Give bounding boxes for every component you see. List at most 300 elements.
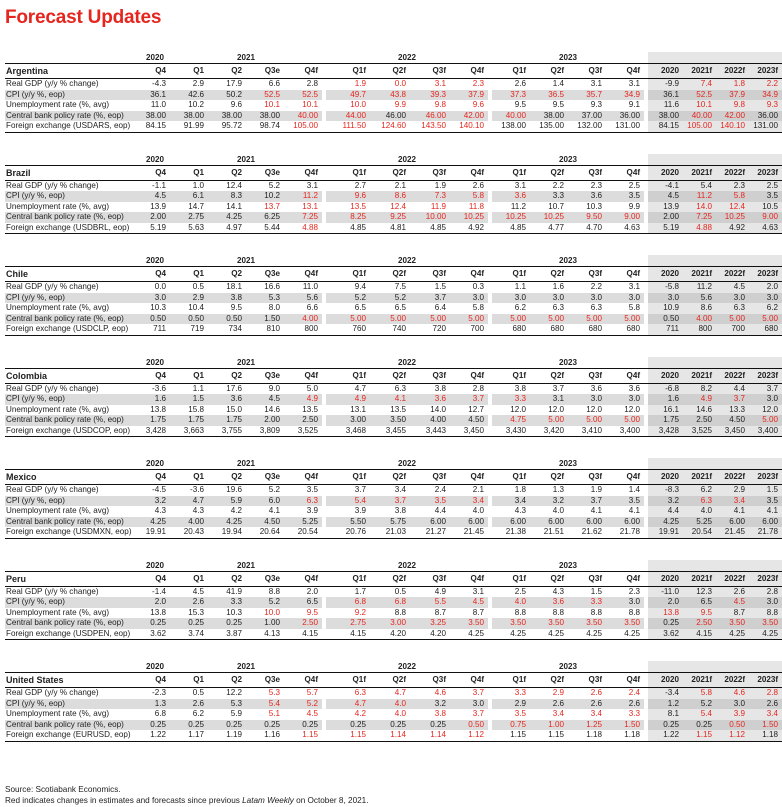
table-row [5,111,782,122]
data-cell: 19.6 [226,485,242,494]
row-label: CPI (y/y %, eop) [5,496,140,507]
data-cell: 1.19 [226,730,242,739]
data-cell: 4.2 [230,506,242,515]
data-cell: 680 [749,324,782,335]
table-row [5,90,782,101]
data-cell: 2.9 [192,79,204,88]
table-row [5,699,782,710]
data-cell: 2.6 [170,699,208,710]
data-cell: 1.5 [170,394,208,405]
data-cell: 3.4 [450,496,488,507]
table-row [5,426,782,437]
data-cell: 3.7 [568,496,606,507]
data-cell: 20.64 [259,527,280,536]
data-cell: 5.00 [530,314,568,325]
annual-header-spacer [648,357,782,369]
data-cell: 1.5 [434,282,447,291]
quarter-header: Q4f [304,573,319,583]
data-cell: 10.3 [586,201,603,211]
table-row [5,191,782,202]
data-cell: 50.2 [208,90,246,101]
year-header-row [5,661,782,673]
data-cell: 21.51 [543,527,565,536]
data-cell: 6.3 [590,303,603,312]
country-table-mexico [5,458,779,539]
data-cell: 3.50 [749,618,782,629]
table-row [5,202,782,213]
data-cell: 38.00 [648,111,683,122]
data-cell: 1.00 [530,720,568,731]
country-table-peru [5,560,779,641]
data-cell: 37.9 [716,90,749,101]
table-row [5,618,782,629]
data-cell: 1.8 [716,79,749,90]
quarter-header: Q3f [432,66,447,75]
publication-name: Latam Weekly [242,796,294,805]
data-cell: 4.4 [434,506,447,515]
data-cell: 2.6 [590,688,603,697]
data-cell: 12.3 [683,586,716,597]
data-cell: 6.2 [683,485,716,496]
data-cell: 138.00 [501,121,527,130]
data-cell: 3.9 [716,709,749,720]
data-cell: 21.45 [716,527,749,538]
data-cell: 131.00 [749,121,782,132]
data-cell: 10.25 [492,212,530,223]
quarter-header: Q3e [264,573,280,583]
data-cell: 14.6 [264,404,280,414]
data-cell: 2.1 [472,485,485,494]
data-cell: 5.2 [683,699,716,710]
data-cell: 4.25 [624,628,641,638]
data-cell: 6.3 [552,303,565,312]
data-cell: 2.9 [716,485,749,496]
data-cell: 7.25 [284,212,322,223]
data-cell: 10.0 [350,100,367,109]
quarter-header: Q1f [512,675,527,684]
data-cell: 3,400 [749,426,782,437]
data-cell: 3,428 [145,425,166,435]
data-cell: 2.5 [628,180,641,190]
data-cell: 3.1 [472,586,485,596]
quarter-header: Q4f [470,370,485,380]
data-cell: 9.8 [716,100,749,111]
data-cell: -3.4 [648,688,683,699]
quarter-header: Q2f [392,269,407,278]
annual-header: 2020 [648,64,683,79]
data-cell: 3.0 [749,293,782,304]
year-header-row [5,357,782,369]
data-cell: 0.25 [648,720,683,731]
table-row [5,527,782,538]
data-cell: 140.10 [716,121,749,132]
data-cell: 3,430 [505,425,527,435]
data-cell: 10.1 [264,100,280,109]
year-header: 2020 [145,459,164,468]
data-cell: 3.7 [552,383,565,393]
quarter-header: Q2 [231,66,242,75]
data-cell: 84.15 [145,121,166,130]
data-cell: 7.4 [683,79,716,90]
data-cell: 1.15 [683,730,716,741]
data-cell: 3.9 [354,506,367,515]
data-cell: 6.5 [354,303,367,312]
row-label: CPI (y/y %, eop) [5,191,140,202]
data-cell: 3.0 [450,293,488,304]
data-cell: 9.50 [568,212,606,223]
data-cell: 4.25 [648,517,683,528]
data-cell: 3.50 [606,618,644,629]
data-cell: 9.00 [749,212,782,223]
year-header: 2021 [237,459,256,468]
data-cell: 131.00 [615,121,641,130]
data-cell: -9.9 [648,79,683,90]
data-cell: 5.00 [370,314,410,325]
annual-header: 2023f [749,673,782,688]
data-cell: 3.1 [628,282,641,291]
data-cell: 4.25 [468,628,485,638]
data-cell: 9.4 [354,282,367,291]
row-label: Central bank policy rate (%, eop) [5,111,140,122]
data-cell: 14.0 [683,202,716,213]
data-cell: 14.7 [188,201,204,211]
data-cell: 0.3 [472,282,485,291]
data-cell: 3.7 [472,709,485,718]
data-cell: 3.1 [514,180,527,190]
data-cell: 5.2 [284,699,322,710]
data-cell: 3.2 [648,496,683,507]
data-cell: 4.5 [192,586,204,596]
quarter-header: Q2f [550,573,565,583]
data-cell: 3.50 [450,618,488,629]
data-cell: 13.9 [648,202,683,213]
data-cell: 3.3 [628,709,641,718]
table-row [5,720,782,731]
annual-header: 2023f [749,368,782,383]
data-cell: 2.4 [628,688,641,697]
data-cell: 3.62 [150,628,166,638]
data-cell: 4.5 [648,191,683,202]
data-cell: 4.88 [683,223,716,234]
annual-header: 2021f [683,64,716,79]
quarter-header: Q2 [231,167,242,177]
data-cell: 3.87 [226,628,242,638]
data-cell: 2.0 [306,586,319,596]
data-cell: 0.25 [140,618,170,629]
row-label: Unemployment rate (%, avg) [6,100,110,109]
annual-header: 2023f [749,165,782,180]
data-cell: 4.7 [170,496,208,507]
data-cell: 46.00 [370,111,410,122]
data-cell: 680 [550,324,565,333]
data-cell: 3.7 [716,394,749,405]
quarter-header: Q3f [588,573,603,583]
data-cell: 19.91 [145,527,166,536]
data-cell: 9.5 [552,100,565,109]
data-cell: 2.50 [284,415,322,426]
data-cell: 5.3 [208,699,246,710]
data-cell: -3.6 [152,383,166,393]
data-cell: 11.9 [430,201,447,211]
quarter-header: Q4f [470,573,485,583]
data-cell: 7.25 [683,212,716,223]
data-cell: 4.3 [154,506,166,515]
data-cell: 9.0 [268,383,280,393]
row-label: Real GDP (y/y % change) [6,79,99,88]
row-label: Real GDP (y/y % change) [6,383,99,393]
quarter-header: Q4 [155,370,166,380]
annual-header: 2021f [683,165,716,180]
data-cell: 5.3 [246,293,284,304]
data-cell: 6.4 [434,303,447,312]
data-cell: 3,428 [648,426,683,437]
data-cell: 8.0 [268,303,280,312]
data-cell: 3.74 [188,628,204,638]
data-cell: 3.8 [434,383,447,393]
data-cell: 3.3 [530,191,568,202]
data-cell: 124.60 [381,121,407,130]
quarter-header: Q4f [626,167,641,177]
year-header: 2022 [398,459,417,468]
data-cell: 10.9 [648,303,683,314]
row-label: Unemployment rate (%, avg) [6,506,110,515]
table-row [5,485,782,496]
data-cell: 8.1 [648,709,683,720]
data-cell: 3.3 [568,597,606,608]
quarter-header: Q1f [352,472,367,481]
row-label: Central bank policy rate (%, eop) [5,517,140,528]
data-cell: 39.3 [410,90,450,101]
data-cell: 1.9 [434,180,447,190]
row-label: Foreign exchange (USDARS, eop) [6,121,131,130]
data-cell: 5.25 [683,517,716,528]
row-label: Central bank policy rate (%, eop) [5,618,140,629]
data-cell: 1.18 [749,730,782,741]
data-cell: 16.1 [648,405,683,416]
data-cell: 16.6 [264,282,280,291]
data-cell: 3.7 [370,496,410,507]
data-cell: 1.22 [648,730,683,741]
data-cell: 3.4 [749,709,782,720]
data-cell: 1.12 [716,730,749,741]
data-cell: 111.50 [342,121,367,130]
data-cell: 9.9 [394,100,407,109]
data-cell: 0.50 [716,720,749,731]
annual-header: 2022f [716,368,749,383]
year-header: 2020 [145,256,164,265]
table-row [5,586,782,597]
data-cell: 6.25 [246,212,284,223]
data-cell: 4.15 [683,629,716,640]
quarter-header: Q3f [432,370,447,380]
data-cell: 14.0 [430,404,447,414]
data-cell: 5.50 [326,517,370,528]
data-cell: -4.3 [152,79,166,88]
year-header: 2023 [559,459,578,468]
year-header-spacer [5,154,140,166]
data-cell: 4.00 [683,314,716,325]
quarter-header: Q4 [155,66,166,75]
data-cell: 3.00 [370,618,410,629]
quarter-header: Q2 [231,573,242,583]
data-cell: 0.25 [246,720,284,731]
quarter-header: Q4 [155,573,166,583]
data-cell: 10.1 [683,100,716,111]
data-cell: 37.00 [568,111,606,122]
data-cell: 5.2 [246,597,284,608]
quarter-header: Q3f [432,167,447,177]
row-label: Central bank policy rate (%, eop) [5,212,140,223]
source-note: Source: Scotiabank Economics. [5,785,121,794]
data-cell: 2.8 [749,688,782,699]
data-cell: 2.6 [749,699,782,710]
data-cell: 3.6 [590,383,603,393]
data-cell: 6.00 [749,517,782,528]
data-cell: 9.5 [230,303,242,312]
data-cell: 7.5 [394,282,407,291]
data-cell: 9.1 [628,100,641,109]
page-title: Forecast Updates [5,7,162,28]
country-table-chile [5,255,779,336]
data-cell: 6.3 [683,496,716,507]
annual-header: 2020 [648,673,683,688]
data-cell: 1.17 [188,730,204,739]
data-cell: 9.5 [306,607,319,617]
quarter-header: Q1 [193,370,204,380]
data-cell: 5.00 [606,415,644,426]
data-cell: 760 [352,324,367,333]
data-cell: 0.25 [370,720,410,731]
data-cell: 10.3 [150,303,166,312]
annual-header: 2023f [749,267,782,282]
data-cell: 2.4 [434,485,447,494]
data-cell: 1.4 [628,485,641,494]
data-cell: 3,410 [581,425,603,435]
forecast-table [5,52,782,133]
quarter-header: Q3e [264,167,280,177]
data-cell: 4.25 [208,517,246,528]
data-cell: 6.0 [246,496,284,507]
quarter-header: Q3f [588,66,603,75]
annual-header: 2020 [648,368,683,383]
year-header: 2020 [145,560,164,570]
quarter-header: Q3f [432,675,447,684]
data-cell: 1.14 [390,730,407,739]
data-cell: 36.00 [749,111,782,122]
data-cell: 1.25 [568,720,606,731]
quarter-header: Q3f [432,573,447,583]
annual-header: 2021f [683,470,716,485]
data-cell: 15.8 [188,404,204,414]
data-cell: 0.0 [394,79,407,88]
data-cell: 1.00 [246,618,284,629]
table-row [5,629,782,640]
data-cell: 6.5 [683,597,716,608]
data-cell: 720 [432,324,447,333]
data-cell: 38.00 [246,111,284,122]
table-row [5,688,782,699]
data-cell: 38.00 [140,111,170,122]
data-cell: 3.5 [410,496,450,507]
data-cell: 2.6 [530,699,568,710]
data-cell: 4.63 [749,223,782,234]
data-cell: 10.2 [246,191,284,202]
data-cell: 1.75 [140,415,170,426]
data-cell: 2.2 [749,79,782,90]
country-name: Peru [6,573,27,584]
data-cell: 0.25 [326,720,370,731]
data-cell: 3.6 [208,394,246,405]
data-cell: -4.1 [648,180,683,191]
table-row [5,415,782,426]
data-cell: 21.27 [425,527,447,536]
year-header: 2021 [237,560,256,570]
quarter-header: Q1f [512,370,527,380]
data-cell: 3.5 [606,496,644,507]
data-cell: 6.3 [284,496,322,507]
row-label: Central bank policy rate (%, eop) [5,415,140,426]
data-cell: 8.8 [514,607,527,617]
data-cell: 4.1 [716,506,749,517]
quarter-header-row [5,64,782,79]
quarter-header: Q4f [470,167,485,177]
data-cell: -1.4 [152,586,166,596]
annual-header: 2022f [716,267,749,282]
data-cell: 2.7 [354,180,367,190]
row-label: Central bank policy rate (%, eop) [5,720,140,731]
data-cell: 6.00 [716,517,749,528]
data-cell: 680 [626,324,641,333]
data-cell: 4.92 [468,222,485,232]
data-cell: 13.8 [150,404,166,414]
data-cell: 3.50 [492,618,530,629]
data-cell: 719 [190,324,204,333]
quarter-header: Q3f [588,675,603,684]
data-cell: 5.2 [268,180,280,190]
data-cell: 44.00 [326,111,370,122]
data-cell: 6.8 [154,709,166,718]
year-header: 2023 [559,662,578,671]
data-cell: 36.5 [530,90,568,101]
data-cell: 21.78 [619,527,641,536]
data-cell: -4.5 [152,485,166,494]
data-cell: 4.3 [552,586,565,596]
data-cell: 4.0 [472,506,485,515]
data-cell: 35.7 [568,90,606,101]
year-header: 2022 [398,154,417,164]
data-cell: 3.6 [628,383,641,393]
quarter-header: Q4f [304,472,319,481]
data-cell: 0.25 [648,618,683,629]
data-cell: 4.0 [394,709,407,718]
table-row [5,79,782,90]
data-cell: 21.03 [385,527,407,536]
table-row [5,608,782,619]
annual-header: 2020 [648,470,683,485]
row-label: CPI (y/y %, eop) [5,293,140,304]
data-cell: 4.3 [192,506,204,515]
data-cell: 0.25 [284,720,322,731]
year-header-spacer [5,560,140,572]
data-cell: 0.5 [192,688,204,697]
data-cell: 2.5 [514,586,527,596]
year-header: 2022 [398,53,417,62]
data-cell: 8.6 [370,191,410,202]
data-cell: 4.85 [430,222,447,232]
data-cell: 5.00 [492,314,530,325]
data-cell: 3.0 [606,597,644,608]
annual-header: 2021f [683,368,716,383]
